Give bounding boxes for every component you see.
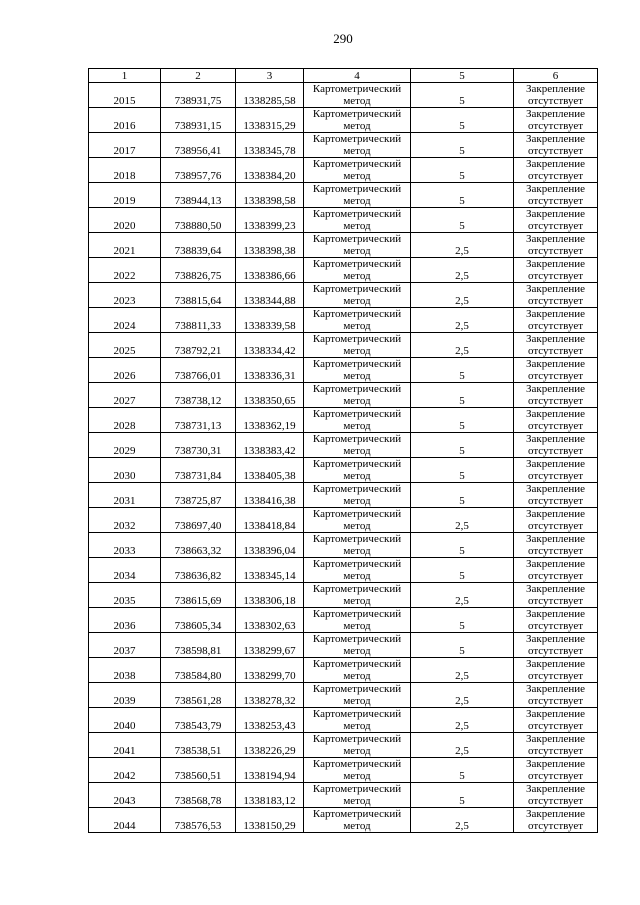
table-cell: 2044 [89,808,161,833]
table-cell: 5 [411,208,514,233]
table-cell: 738568,78 [161,783,236,808]
table-header-cell: 5 [411,69,514,83]
table-cell: 2,5 [411,308,514,333]
table-cell: Картометрический метод [304,658,411,683]
table-cell: 1338345,78 [236,133,304,158]
table-cell: 738811,33 [161,308,236,333]
table-cell: 738560,51 [161,758,236,783]
table-cell: Закрепление отсутствует [514,483,598,508]
table-row [89,308,598,333]
table-cell: 1338306,18 [236,583,304,608]
table-cell: Картометрический метод [304,333,411,358]
table-cell: 2,5 [411,333,514,358]
table-cell: Закрепление отсутствует [514,458,598,483]
table-cell: 1338398,58 [236,183,304,208]
table-cell: 738543,79 [161,708,236,733]
table-cell: Картометрический метод [304,408,411,433]
table-header [89,69,598,83]
table-cell: 2027 [89,383,161,408]
table-cell: 738815,64 [161,283,236,308]
table-header-cell: 2 [161,69,236,83]
table-cell: 2038 [89,658,161,683]
table-cell: 738576,53 [161,808,236,833]
table-cell: 5 [411,108,514,133]
table-cell: 5 [411,533,514,558]
table-row [89,408,598,433]
table-header-cell: 6 [514,69,598,83]
table-row [89,283,598,308]
table-cell: 1338278,32 [236,683,304,708]
table-cell: 2,5 [411,583,514,608]
table-cell: 738956,41 [161,133,236,158]
table-cell: 1338302,63 [236,608,304,633]
table-cell: Закрепление отсутствует [514,158,598,183]
table-row [89,683,598,708]
table-cell: Картометрический метод [304,783,411,808]
table-cell: 2,5 [411,733,514,758]
table-cell: 2041 [89,733,161,758]
table-cell: 2,5 [411,808,514,833]
table-cell: 2036 [89,608,161,633]
table-row [89,458,598,483]
table-cell: Закрепление отсутствует [514,283,598,308]
table-cell: 1338315,29 [236,108,304,133]
table-cell: 1338416,38 [236,483,304,508]
table-row [89,383,598,408]
table-cell: 738725,87 [161,483,236,508]
table-cell: Картометрический метод [304,808,411,833]
table-row [89,658,598,683]
table-cell: 5 [411,83,514,108]
table-cell: 2016 [89,108,161,133]
table-cell: 738931,75 [161,83,236,108]
table-cell: Закрепление отсутствует [514,83,598,108]
table-cell: 2043 [89,783,161,808]
table-cell: 2,5 [411,258,514,283]
table-row [89,208,598,233]
table-cell: 1338183,12 [236,783,304,808]
table-cell: 5 [411,758,514,783]
table-cell: 738738,12 [161,383,236,408]
table-cell: 5 [411,483,514,508]
table-cell: Картометрический метод [304,733,411,758]
table-cell: Закрепление отсутствует [514,583,598,608]
table-cell: 1338350,65 [236,383,304,408]
table-cell: 1338384,20 [236,158,304,183]
table-cell: 2029 [89,433,161,458]
table-cell: Картометрический метод [304,208,411,233]
table-header-row [89,69,598,83]
table-cell: 738538,51 [161,733,236,758]
table-cell: 2040 [89,708,161,733]
table-cell: 1338336,31 [236,358,304,383]
table-cell: 2018 [89,158,161,183]
table-cell: 5 [411,183,514,208]
table-cell: Картометрический метод [304,358,411,383]
table-cell: Закрепление отсутствует [514,808,598,833]
table-cell: Закрепление отсутствует [514,658,598,683]
table-row [89,83,598,108]
table-cell: 5 [411,633,514,658]
table-cell: Закрепление отсутствует [514,383,598,408]
table-cell: 2023 [89,283,161,308]
table-cell: 2031 [89,483,161,508]
table-cell: 5 [411,433,514,458]
table-cell: Закрепление отсутствует [514,208,598,233]
table-cell: 738931,15 [161,108,236,133]
table-cell: Картометрический метод [304,383,411,408]
table-cell: Закрепление отсутствует [514,233,598,258]
table-cell: 5 [411,608,514,633]
table-cell: Закрепление отсутствует [514,608,598,633]
table-cell: 2028 [89,408,161,433]
table-cell: Картометрический метод [304,708,411,733]
table-cell: 2017 [89,133,161,158]
table-cell: Картометрический метод [304,483,411,508]
table-cell: 738730,31 [161,433,236,458]
table-cell: 2,5 [411,683,514,708]
table-cell: Закрепление отсутствует [514,133,598,158]
table-cell: Картометрический метод [304,133,411,158]
table-row [89,783,598,808]
table-cell: 1338405,38 [236,458,304,483]
table-row [89,758,598,783]
table-cell: 1338399,23 [236,208,304,233]
table-cell: Закрепление отсутствует [514,558,598,583]
table-cell: Картометрический метод [304,308,411,333]
table-cell: 1338344,88 [236,283,304,308]
table-cell: Картометрический метод [304,108,411,133]
table-cell: Закрепление отсутствует [514,733,598,758]
table-cell: 1338398,38 [236,233,304,258]
table-cell: 2032 [89,508,161,533]
table-row [89,258,598,283]
table-cell: Картометрический метод [304,583,411,608]
table-cell: 2019 [89,183,161,208]
table-cell: 738697,40 [161,508,236,533]
table-cell: 2021 [89,233,161,258]
table-cell: 2033 [89,533,161,558]
table-row [89,583,598,608]
table-cell: Закрепление отсутствует [514,708,598,733]
table-row [89,183,598,208]
table-row [89,358,598,383]
table-row [89,608,598,633]
table-cell: 1338386,66 [236,258,304,283]
table-cell: 1338345,14 [236,558,304,583]
table-cell: Картометрический метод [304,83,411,108]
table-cell: 1338339,58 [236,308,304,333]
table-cell: 738792,21 [161,333,236,358]
table-cell: Закрепление отсутствует [514,758,598,783]
table-cell: Закрепление отсутствует [514,333,598,358]
table-cell: Закрепление отсутствует [514,533,598,558]
table-cell: Закрепление отсутствует [514,358,598,383]
table-cell: Закрепление отсутствует [514,108,598,133]
table-cell: Картометрический метод [304,508,411,533]
table-cell: 5 [411,358,514,383]
table-row [89,108,598,133]
table-cell: Картометрический метод [304,758,411,783]
page-number: 290 [333,31,353,46]
table-cell: 738766,01 [161,358,236,383]
table-row [89,508,598,533]
table-cell: Картометрический метод [304,433,411,458]
table-cell: 5 [411,558,514,583]
table-cell: 2,5 [411,708,514,733]
table-cell: 738663,32 [161,533,236,558]
table-cell: 738731,84 [161,458,236,483]
table-row [89,233,598,258]
table-cell: 738615,69 [161,583,236,608]
table-cell: 1338194,94 [236,758,304,783]
table-row [89,433,598,458]
table-cell: 738636,82 [161,558,236,583]
table-body [89,83,598,833]
table-row [89,533,598,558]
table-cell: 1338396,04 [236,533,304,558]
table-row [89,633,598,658]
table-cell: Закрепление отсутствует [514,683,598,708]
table-cell: 738839,64 [161,233,236,258]
coordinates-table [88,68,598,833]
table-cell: 5 [411,133,514,158]
table-cell: 2030 [89,458,161,483]
table-cell: Картометрический метод [304,183,411,208]
table-cell: 2034 [89,558,161,583]
table-cell: 2022 [89,258,161,283]
table-row [89,133,598,158]
table-cell: 1338299,70 [236,658,304,683]
table-cell: 2020 [89,208,161,233]
table-cell: 1338253,43 [236,708,304,733]
table-cell: 738731,13 [161,408,236,433]
table-cell: 2039 [89,683,161,708]
table-cell: Картометрический метод [304,683,411,708]
table-cell: 2042 [89,758,161,783]
table-header-cell: 1 [89,69,161,83]
table-cell: 2024 [89,308,161,333]
table-cell: 1338362,19 [236,408,304,433]
table-cell: Картометрический метод [304,633,411,658]
table-cell: Закрепление отсутствует [514,308,598,333]
table-cell: 1338150,29 [236,808,304,833]
table-cell: 1338226,29 [236,733,304,758]
table-cell: 1338418,84 [236,508,304,533]
table-row [89,483,598,508]
table-cell: 2037 [89,633,161,658]
table-cell: Картометрический метод [304,283,411,308]
table-row [89,733,598,758]
table-cell: 1338299,67 [236,633,304,658]
table-cell: 5 [411,408,514,433]
table-cell: 2015 [89,83,161,108]
table-row [89,708,598,733]
table-cell: 1338383,42 [236,433,304,458]
table-cell: 2,5 [411,233,514,258]
table-cell: 2025 [89,333,161,358]
table-cell: 2,5 [411,283,514,308]
table-row [89,808,598,833]
table-cell: Картометрический метод [304,158,411,183]
table-cell: 738944,13 [161,183,236,208]
table-cell: Картометрический метод [304,233,411,258]
table-cell: 1338285,58 [236,83,304,108]
table-row [89,158,598,183]
table-cell: Закрепление отсутствует [514,408,598,433]
table-row [89,333,598,358]
table-cell: 5 [411,383,514,408]
table-cell: 2,5 [411,658,514,683]
table-cell: 2035 [89,583,161,608]
table-cell: Закрепление отсутствует [514,508,598,533]
table-cell: Закрепление отсутствует [514,258,598,283]
table-cell: 5 [411,458,514,483]
table-cell: 738880,50 [161,208,236,233]
table-cell: 2,5 [411,508,514,533]
table-cell: 738826,75 [161,258,236,283]
table-header-cell: 4 [304,69,411,83]
table-cell: 738598,81 [161,633,236,658]
table-cell: Картометрический метод [304,608,411,633]
table-row [89,558,598,583]
table-cell: Картометрический метод [304,458,411,483]
table-cell: Картометрический метод [304,258,411,283]
table-cell: Картометрический метод [304,558,411,583]
table-cell: 5 [411,783,514,808]
table-cell: 5 [411,158,514,183]
table-cell: 738561,28 [161,683,236,708]
table-cell: Закрепление отсутствует [514,183,598,208]
table-cell: 738605,34 [161,608,236,633]
table-cell: Закрепление отсутствует [514,633,598,658]
table-cell: Закрепление отсутствует [514,783,598,808]
table-header-cell: 3 [236,69,304,83]
table-cell: 2026 [89,358,161,383]
table-cell: 738957,76 [161,158,236,183]
table-cell: Закрепление отсутствует [514,433,598,458]
table-cell: Картометрический метод [304,533,411,558]
table-cell: 1338334,42 [236,333,304,358]
table-cell: 738584,80 [161,658,236,683]
